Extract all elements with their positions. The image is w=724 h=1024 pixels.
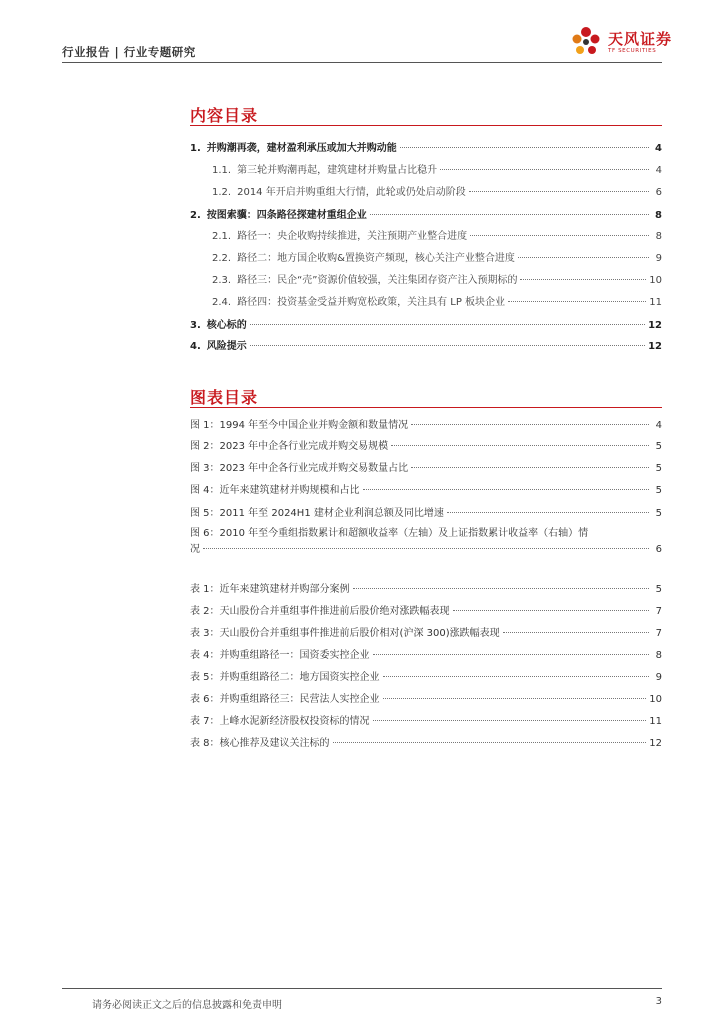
figure-entry-page: 5 xyxy=(655,463,662,474)
footer-divider xyxy=(62,988,662,989)
dot-leader xyxy=(470,235,649,236)
toc-entry-text: 路径二：地方国企收购&置换资产频现，核心关注产业整合进度 xyxy=(237,253,515,264)
toc-entry[interactable] xyxy=(190,316,662,332)
figure-entry-page: 5 xyxy=(655,485,662,496)
dot-leader xyxy=(203,548,649,549)
dot-leader xyxy=(440,169,649,170)
toc-entry[interactable] xyxy=(190,183,662,199)
figure-entry[interactable] xyxy=(190,459,662,475)
toc-entry[interactable] xyxy=(190,249,662,265)
table-entry-page: 7 xyxy=(655,606,662,617)
toc-entry-page: 12 xyxy=(648,320,662,331)
toc-entry[interactable] xyxy=(190,161,662,177)
toc-entry[interactable] xyxy=(190,293,662,309)
toc-title: 内容目录 xyxy=(190,106,259,125)
figure-entry-page: 6 xyxy=(655,544,662,555)
toc-entry-number: 1.1. xyxy=(212,165,232,176)
toc-entry-text: 风险提示 xyxy=(206,341,247,352)
toc-entry-number: 3. xyxy=(190,320,201,331)
dot-leader xyxy=(503,632,649,633)
figure-entry[interactable] xyxy=(190,540,662,556)
toc-entry-page: 11 xyxy=(649,297,662,308)
table-entry-text: 表 5：并购重组路径二：地方国资实控企业 xyxy=(190,672,380,683)
dot-leader xyxy=(373,654,649,655)
dot-leader xyxy=(333,742,647,743)
figure-entry[interactable] xyxy=(190,481,662,497)
toc-entry-page: 12 xyxy=(648,341,662,352)
footer-disclaimer: 请务必阅读正文之后的信息披露和免责申明 xyxy=(92,1000,282,1011)
table-entry-page: 11 xyxy=(649,716,662,727)
dot-leader xyxy=(518,257,649,258)
report-category: 行业报告 | 行业专题研究 xyxy=(62,45,196,59)
figure-entry-text: 图 1：1994 年至今中国企业并购金额和数量情况 xyxy=(190,420,409,431)
figure-entry[interactable] xyxy=(190,504,662,520)
toc-entry-text: 路径一：央企收购持续推进，关注预期产业整合进度 xyxy=(237,231,468,242)
table-entry-text: 表 7：上峰水泥新经济股权投资标的情况 xyxy=(190,716,370,727)
toc-entry-number: 2.4. xyxy=(212,297,232,308)
figure-entry-page: 4 xyxy=(655,420,662,431)
figures-title-rule xyxy=(190,407,662,408)
figure-entry[interactable] xyxy=(190,437,662,453)
toc-entry-page: 8 xyxy=(655,231,662,242)
table-entry-text: 表 8：核心推荐及建议关注标的 xyxy=(190,738,330,749)
dot-leader xyxy=(250,345,645,346)
dot-leader xyxy=(391,445,649,446)
dot-leader xyxy=(250,324,645,325)
toc-entry-page: 8 xyxy=(655,210,662,221)
toc-entry-page: 4 xyxy=(655,143,662,154)
figure-entry-text: 图 3：2023 年中企各行业完成并购交易数量占比 xyxy=(190,463,409,474)
company-logo xyxy=(566,22,676,62)
table-entry[interactable] xyxy=(190,624,662,640)
figure-entry[interactable] xyxy=(190,524,662,540)
toc-entry-number: 2. xyxy=(190,210,201,221)
toc-entry-number: 4. xyxy=(190,341,201,352)
dot-leader xyxy=(447,512,649,513)
toc-entry[interactable] xyxy=(190,206,662,222)
dot-leader xyxy=(400,147,649,148)
toc-entry-page: 9 xyxy=(655,253,662,264)
dot-leader xyxy=(370,214,649,215)
toc-entry-number: 1.2. xyxy=(212,187,232,198)
table-entry[interactable] xyxy=(190,580,662,596)
header-divider xyxy=(62,62,662,63)
toc-entry-number: 1. xyxy=(190,143,201,154)
table-entry-page: 7 xyxy=(655,628,662,639)
figure-entry-text: 图 4：近年来建筑建材并购规模和占比 xyxy=(190,485,360,496)
figure-entry-text: 图 2：2023 年中企各行业完成并购交易规模 xyxy=(190,441,389,452)
toc-title-rule xyxy=(190,125,662,126)
table-entry-page: 9 xyxy=(655,672,662,683)
figure-entry-text: 图 5：2011 年至 2024H1 建材企业利润总额及同比增速 xyxy=(190,508,444,519)
flower-logo-icon xyxy=(566,22,606,62)
page-number: 3 xyxy=(655,996,662,1007)
table-entry-page: 12 xyxy=(649,738,662,749)
table-entry-text: 表 6：并购重组路径三：民营法人实控企业 xyxy=(190,694,380,705)
toc-entry-text: 核心标的 xyxy=(206,320,247,331)
figure-entry[interactable] xyxy=(190,416,662,432)
toc-entry-page: 6 xyxy=(655,187,662,198)
table-entry-text: 表 4：并购重组路径一：国资委实控企业 xyxy=(190,650,370,661)
figure-entry-page: 5 xyxy=(655,508,662,519)
dot-leader xyxy=(453,610,649,611)
toc-entry-text: 按图索骥：四条路径探建材重组企业 xyxy=(206,210,367,221)
table-entry-page: 8 xyxy=(655,650,662,661)
toc-entry-text: 路径四：投资基金受益并购宽松政策，关注具有 LP 板块企业 xyxy=(237,297,506,308)
toc-entry-text: 2014 年开启并购重组大行情，此轮或仍处启动阶段 xyxy=(237,187,466,198)
toc-entry-page: 4 xyxy=(655,165,662,176)
table-entry-page: 5 xyxy=(655,584,662,595)
toc-entry-page: 10 xyxy=(649,275,662,286)
table-entry[interactable] xyxy=(190,668,662,684)
dot-leader xyxy=(411,424,649,425)
dot-leader xyxy=(383,698,647,699)
table-entry[interactable] xyxy=(190,602,662,618)
table-entry-page: 10 xyxy=(649,694,662,705)
figures-title: 图表目录 xyxy=(190,388,259,407)
dot-leader xyxy=(383,676,649,677)
dot-leader xyxy=(520,279,646,280)
dot-leader xyxy=(469,191,649,192)
table-entry-text: 表 1：近年来建筑建材并购部分案例 xyxy=(190,584,350,595)
toc-entry-number: 2.2. xyxy=(212,253,232,264)
toc-entry[interactable] xyxy=(190,227,662,243)
table-entry[interactable] xyxy=(190,712,662,728)
toc-entry-number: 2.1. xyxy=(212,231,232,242)
logo-name: 天风证券 xyxy=(608,30,673,48)
dot-leader xyxy=(353,588,649,589)
toc-entry-text: 并购潮再袭，建材盈利承压或加大并购动能 xyxy=(206,143,397,154)
table-entry[interactable] xyxy=(190,734,662,750)
dot-leader xyxy=(508,301,646,302)
toc-entry[interactable] xyxy=(190,337,662,353)
table-entry[interactable] xyxy=(190,646,662,662)
table-entry-text: 表 2：天山股份合并重组事件推进前后股价绝对涨跌幅表现 xyxy=(190,606,450,617)
logo-subtitle: TF SECURITIES xyxy=(608,48,657,54)
table-entry-text: 表 3：天山股份合并重组事件推进前后股价相对(沪深 300)涨跌幅表现 xyxy=(190,628,500,639)
dot-leader xyxy=(363,489,649,490)
toc-entry[interactable] xyxy=(190,271,662,287)
figure-entry-text: 况 xyxy=(190,544,200,555)
toc-entry-number: 2.3. xyxy=(212,275,232,286)
toc-entry-text: 路径三：民企“壳”资源价值较强，关注集团存资产注入预期标的 xyxy=(237,275,518,286)
figure-entry-page: 5 xyxy=(655,441,662,452)
toc-entry[interactable] xyxy=(190,139,662,155)
figure-entry-text: 图 6：2010 年至今重组指数累计和超额收益率（左轴）及上证指数累计收益率（右轴）情 xyxy=(190,528,589,539)
table-entry[interactable] xyxy=(190,690,662,706)
toc-entry-text: 第三轮并购潮再起，建筑建材并购量占比稳升 xyxy=(237,165,438,176)
dot-leader xyxy=(373,720,647,721)
dot-leader xyxy=(411,467,649,468)
